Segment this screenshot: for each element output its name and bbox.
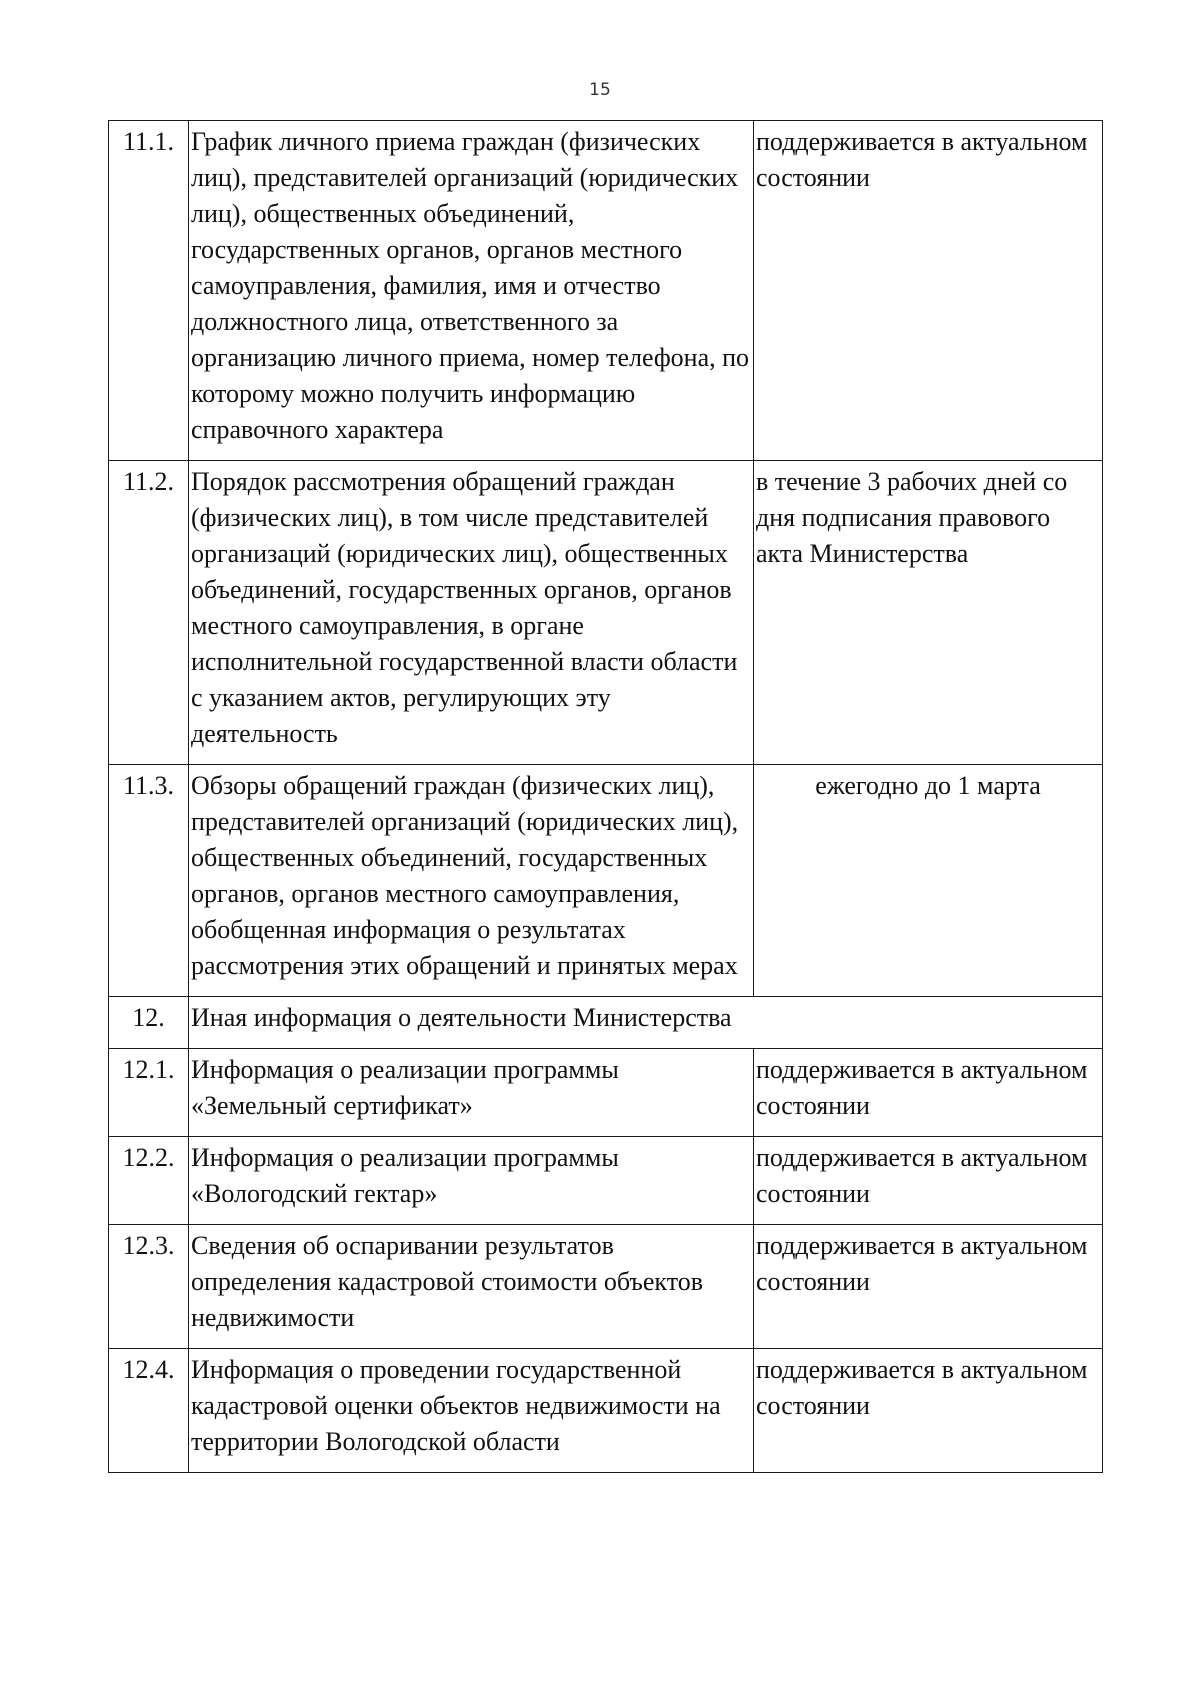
table-row-12-2 (109, 1137, 1103, 1225)
row-description: Обзоры обращений граждан (физических лиц), представителей организаций (юридических лиц), общественных объединений, государственных органов, органов местного самоуправления, обобщенная информация о результатах рассмотрения этих обращений и принятых мерах (189, 765, 754, 997)
row-number: 12.3. (109, 1225, 189, 1349)
row-term: в течение 3 рабочих дней со дня подписания правового акта Министерства (754, 461, 1103, 765)
table-row-11-3 (109, 765, 1103, 997)
table-row-11-1 (109, 121, 1103, 461)
row-number: 11.2. (109, 461, 189, 765)
table-row-12-1 (109, 1049, 1103, 1137)
row-number: 11.3. (109, 765, 189, 997)
row-description: Информация о реализации программы «Земельный сертификат» (189, 1049, 754, 1137)
row-description: Сведения об оспаривании результатов определения кадастровой стоимости объектов недвижимости (189, 1225, 754, 1349)
page-number: 15 (589, 80, 611, 100)
row-number: 12.4. (109, 1349, 189, 1473)
section-title: Иная информация о деятельности Министерства (189, 997, 1103, 1049)
table-row-12-3 (109, 1225, 1103, 1349)
row-term: поддерживается в актуальном состоянии (754, 1137, 1103, 1225)
row-term: поддерживается в актуальном состоянии (754, 1349, 1103, 1473)
row-description: Информация о реализации программы «Вологодский гектар» (189, 1137, 754, 1225)
information-table (108, 120, 1103, 1473)
row-description: Информация о проведении государственной кадастровой оценки объектов недвижимости на территории Вологодской области (189, 1349, 754, 1473)
section-number: 12. (109, 997, 189, 1049)
row-term: поддерживается в актуальном состоянии (754, 1049, 1103, 1137)
table-row-12-4 (109, 1349, 1103, 1473)
section-row-12 (109, 997, 1103, 1049)
row-description: Порядок рассмотрения обращений граждан (физических лиц), в том числе представителей организаций (юридических лиц), общественных объединений, государственных органов, органов местного самоуправления, в органе исполнительной государственной власти области с указанием актов, регулирующих эту деятельность (189, 461, 754, 765)
row-number: 12.1. (109, 1049, 189, 1137)
row-term: ежегодно до 1 марта (754, 765, 1103, 997)
row-term: поддерживается в актуальном состоянии (754, 1225, 1103, 1349)
row-description: График личного приема граждан (физических лиц), представителей организаций (юридических лиц), общественных объединений, государственных органов, органов местного самоуправления, фамилия, имя и отчество должностного лица, ответственного за организацию личного приема, номер телефона, по которому можно получить информацию справочного характера (189, 121, 754, 461)
row-number: 11.1. (109, 121, 189, 461)
table-row-11-2 (109, 461, 1103, 765)
row-term: поддерживается в актуальном состоянии (754, 121, 1103, 461)
row-number: 12.2. (109, 1137, 189, 1225)
